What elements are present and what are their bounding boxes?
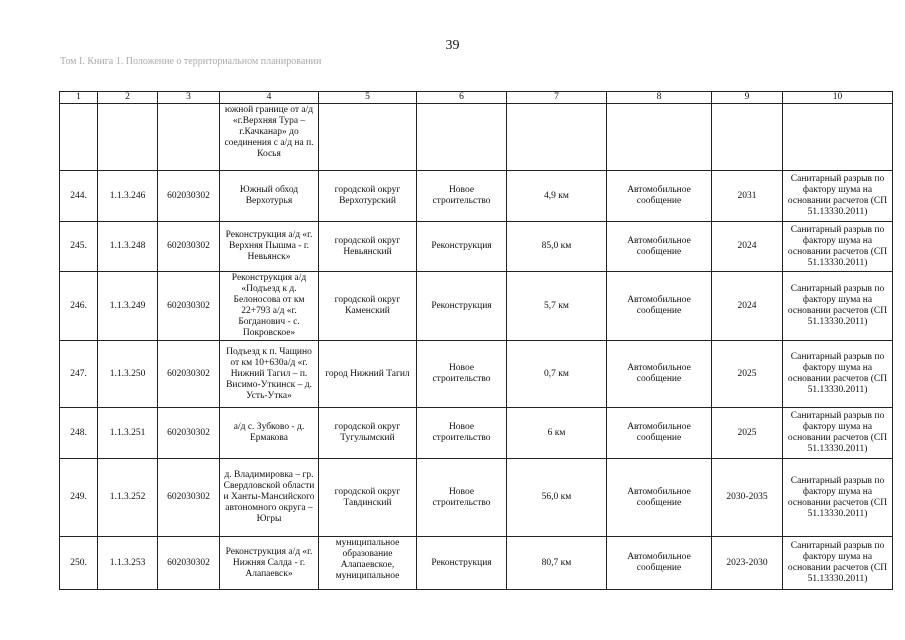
- purpose-cell: Автомобильное сообщение: [607, 272, 712, 341]
- row-number-cell: 246.: [60, 272, 98, 341]
- object-name-cell: Южный обход Верхотурья: [220, 171, 319, 222]
- column-header: 2: [98, 92, 158, 104]
- purpose-cell: Автомобильное сообщение: [607, 408, 712, 459]
- page-number: 39: [445, 38, 460, 53]
- table-row: [60, 222, 893, 272]
- work-type-cell: Новое строительство: [417, 171, 507, 222]
- year-cell: 2031: [712, 171, 783, 222]
- okato-cell: 602030302: [158, 341, 220, 408]
- column-header: 3: [158, 92, 220, 104]
- code-cell: 1.1.3.246: [98, 171, 158, 222]
- okato-cell: 602030302: [158, 537, 220, 590]
- column-header: 10: [783, 92, 893, 104]
- object-name-cell: южной границе от а/д «г.Верхняя Тура – г.Качканар» до соединения с а/д на п. Косья: [220, 104, 319, 171]
- column-header: 9: [712, 92, 783, 104]
- zone-cell: Санитарный разрыв по фактору шума на основании расчетов (СП 51.13330.2011): [783, 171, 893, 222]
- code-cell: 1.1.3.252: [98, 459, 158, 537]
- zone-cell: Санитарный разрыв по фактору шума на основании расчетов (СП 51.13330.2011): [783, 272, 893, 341]
- length-cell: 56,0 км: [507, 459, 607, 537]
- row-number-cell: 244.: [60, 171, 98, 222]
- year-cell: 2030-2035: [712, 459, 783, 537]
- table-row: [60, 459, 893, 537]
- location-cell: муниципальное образование Алапаевское, муниципальное: [319, 537, 417, 590]
- row-number-cell: 250.: [60, 537, 98, 590]
- year-cell: 2023-2030: [712, 537, 783, 590]
- okato-cell: 602030302: [158, 272, 220, 341]
- year-cell: 2025: [712, 408, 783, 459]
- location-cell: город Нижний Тагил: [319, 341, 417, 408]
- zone-cell: Санитарный разрыв по фактору шума на основании расчетов (СП 51.13330.2011): [783, 408, 893, 459]
- zone-cell: Санитарный разрыв по фактору шума на основании расчетов (СП 51.13330.2011): [783, 459, 893, 537]
- length-cell: 85,0 км: [507, 222, 607, 272]
- length-cell: 4,9 км: [507, 171, 607, 222]
- row-number-cell: 245.: [60, 222, 98, 272]
- row-number-cell: 247.: [60, 341, 98, 408]
- object-name-cell: Реконструкция а/д «г. Верхняя Пышма - г. Невьянск»: [220, 222, 319, 272]
- location-cell: городской округ Тугулымский: [319, 408, 417, 459]
- length-cell: 0,7 км: [507, 341, 607, 408]
- work-type-cell: Реконструкция: [417, 222, 507, 272]
- object-name-cell: Реконструкция а/д «г. Нижняя Салда - г. Алапаевск»: [220, 537, 319, 590]
- table-row: [60, 341, 893, 408]
- planning-table: [59, 91, 893, 590]
- location-cell: городской округ Верхотурский: [319, 171, 417, 222]
- location-cell: городской округ Каменский: [319, 272, 417, 341]
- year-cell: 2024: [712, 222, 783, 272]
- zone-cell: Санитарный разрыв по фактору шума на основании расчетов (СП 51.13330.2011): [783, 222, 893, 272]
- zone-cell: Санитарный разрыв по фактору шума на основании расчетов (СП 51.13330.2011): [783, 341, 893, 408]
- row-number-cell: 248.: [60, 408, 98, 459]
- work-type-cell: Новое строительство: [417, 459, 507, 537]
- table-row: [60, 171, 893, 222]
- year-cell: 2025: [712, 341, 783, 408]
- work-type-cell: Новое строительство: [417, 408, 507, 459]
- code-cell: 1.1.3.248: [98, 222, 158, 272]
- okato-cell: 602030302: [158, 171, 220, 222]
- length-cell: 5,7 км: [507, 272, 607, 341]
- purpose-cell: Автомобильное сообщение: [607, 171, 712, 222]
- work-type-cell: Реконструкция: [417, 272, 507, 341]
- purpose-cell: Автомобильное сообщение: [607, 341, 712, 408]
- column-header: 5: [319, 92, 417, 104]
- column-header: 8: [607, 92, 712, 104]
- object-name-cell: а/д с. Зубково - д. Ермакова: [220, 408, 319, 459]
- year-cell: 2024: [712, 272, 783, 341]
- okato-cell: 602030302: [158, 222, 220, 272]
- length-cell: 80,7 км: [507, 537, 607, 590]
- table-header-row: [60, 92, 893, 104]
- okato-cell: 602030302: [158, 408, 220, 459]
- table-row-continuation: [60, 104, 893, 171]
- column-header: 6: [417, 92, 507, 104]
- code-cell: 1.1.3.249: [98, 272, 158, 341]
- purpose-cell: Автомобильное сообщение: [607, 222, 712, 272]
- object-name-cell: д. Владимировка – гр. Свердловской области и Ханты-Мансийского автономного округа – Югры: [220, 459, 319, 537]
- purpose-cell: Автомобильное сообщение: [607, 537, 712, 590]
- length-cell: 6 км: [507, 408, 607, 459]
- column-header: 4: [220, 92, 319, 104]
- okato-cell: 602030302: [158, 459, 220, 537]
- table-row: [60, 537, 893, 590]
- object-name-cell: Подъезд к п. Чащино от км 10+630а/д «г. Нижний Тагил – п. Висимо-Уткинск – д. Усть-Утка»: [220, 341, 319, 408]
- purpose-cell: Автомобильное сообщение: [607, 459, 712, 537]
- work-type-cell: Реконструкция: [417, 537, 507, 590]
- row-number-cell: 249.: [60, 459, 98, 537]
- location-cell: городской округ Тавдинский: [319, 459, 417, 537]
- code-cell: 1.1.3.251: [98, 408, 158, 459]
- object-name-cell: Реконструкция а/д «Подъезд к д. Белоносова от км 22+793 а/д «г. Богданович - с. Покровское»: [220, 272, 319, 341]
- code-cell: 1.1.3.253: [98, 537, 158, 590]
- code-cell: 1.1.3.250: [98, 341, 158, 408]
- work-type-cell: Новое строительство: [417, 341, 507, 408]
- location-cell: городской округ Невьянский: [319, 222, 417, 272]
- document-header: Том I. Книга 1. Положение о территориальном планировании: [60, 56, 322, 67]
- column-header: 7: [507, 92, 607, 104]
- zone-cell: Санитарный разрыв по фактору шума на основании расчетов (СП 51.13330.2011): [783, 537, 893, 590]
- table-row: [60, 272, 893, 341]
- column-header: 1: [60, 92, 98, 104]
- table-row: [60, 408, 893, 459]
